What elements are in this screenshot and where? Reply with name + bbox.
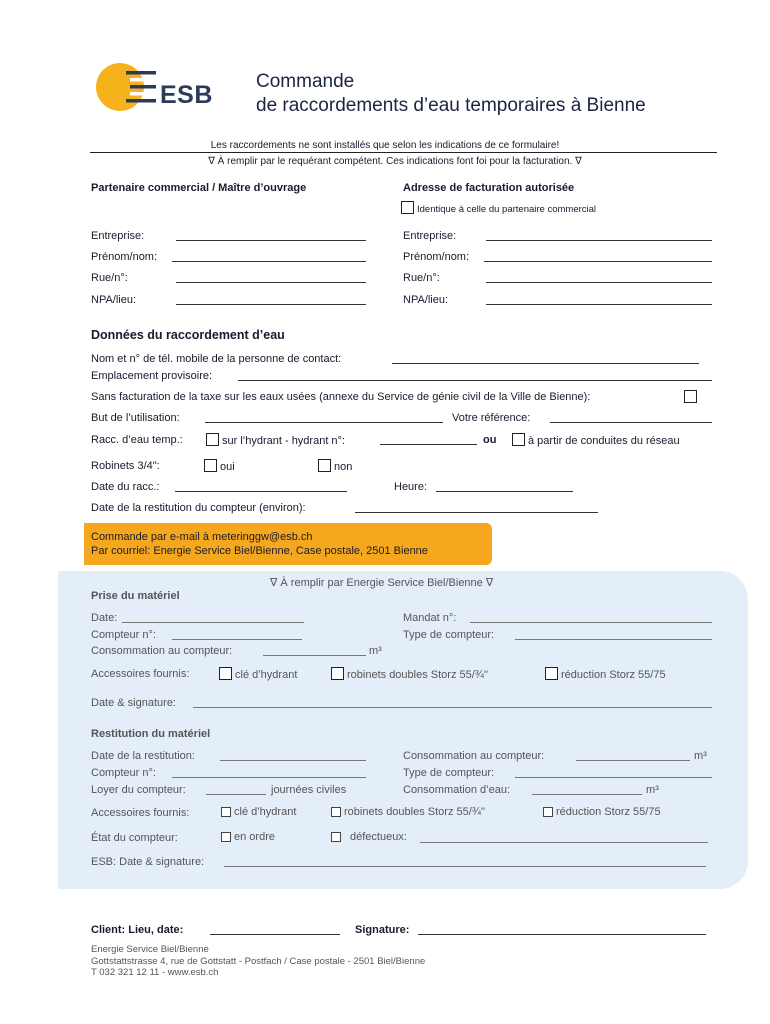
racc-label: Racc. d’eau temp.: xyxy=(91,434,183,446)
client-place-field[interactable] xyxy=(210,924,340,935)
return-sign-field[interactable] xyxy=(224,856,706,867)
return-consumption-label: Consommation au compteur: xyxy=(403,750,545,762)
taps-no-label: non xyxy=(334,461,353,473)
contact-field[interactable] xyxy=(392,353,699,364)
return-date-label: Date de la restitution: xyxy=(91,750,195,762)
partner-label-name: Prénom/nom: xyxy=(91,251,158,263)
pickup-acc-reduction-option[interactable] xyxy=(545,667,666,681)
pickup-sign-label: Date & signature: xyxy=(91,697,176,709)
return-accessories-label: Accessoires fournis: xyxy=(91,807,190,819)
return-water-label: Consommation d’eau: xyxy=(403,784,511,796)
pickup-consumption-label: Consommation au compteur: xyxy=(91,645,233,657)
return-type-label: Type de compteur: xyxy=(403,767,495,779)
return-acc-key-option[interactable] xyxy=(221,806,296,818)
billing-identical-checkbox[interactable] xyxy=(401,201,414,214)
pickup-meter-label: Compteur n°: xyxy=(91,629,156,641)
billing-name-field[interactable] xyxy=(484,251,712,262)
billing-label-name: Prénom/nom: xyxy=(403,251,470,263)
notice-line-2: ∇ À remplir par le requérant compétent. Ces indications font foi pour la facturation. ∇ xyxy=(208,156,582,167)
return-acc-storz-label: robinets doubles Storz 55/¾" xyxy=(344,806,485,818)
date-racc-field[interactable] xyxy=(175,481,347,492)
footer-company: Energie Service Biel/Bienne xyxy=(91,944,209,955)
pickup-heading: Prise du matériel xyxy=(91,590,180,602)
page-title xyxy=(256,70,646,118)
pickup-consumption-unit: m³ xyxy=(369,645,382,657)
no-tax-checkbox[interactable] xyxy=(684,390,697,403)
return-meter-field[interactable] xyxy=(172,767,366,778)
client-signature-field[interactable] xyxy=(418,924,706,935)
return-state-label: État du compteur: xyxy=(91,832,178,844)
taps-yes-checkbox[interactable] xyxy=(204,459,217,472)
taps-label: Robinets 3/4": xyxy=(91,460,160,472)
notice-line-1: Les raccordements ne sont installés que selon les indications de ce formulaire! xyxy=(210,140,560,151)
footer xyxy=(91,944,425,979)
client-place-label: Client: Lieu, date: xyxy=(91,924,184,936)
heure-field[interactable] xyxy=(436,481,573,492)
return-acc-key-checkbox[interactable] xyxy=(221,807,231,817)
return-ok-checkbox[interactable] xyxy=(221,832,231,842)
purpose-field[interactable] xyxy=(205,412,443,423)
taps-yes-option[interactable] xyxy=(204,459,235,473)
return-defect-option[interactable] xyxy=(331,831,407,843)
footer-address: Gottstattstrasse 4, rue de Gottstatt - Postfach / Case postale - 2501 Biel/Bienne xyxy=(91,955,426,967)
return-acc-reduction-label: réduction Storz 55/75 xyxy=(556,806,661,818)
taps-yes-label: oui xyxy=(220,461,235,473)
pickup-accessories-label: Accessoires fournis: xyxy=(91,668,190,680)
contact-label: Nom et n° de tél. mobile de la personne de contact: xyxy=(91,353,342,365)
pickup-acc-reduction-label: réduction Storz 55/75 xyxy=(561,669,666,681)
partner-label-city: NPA/lieu: xyxy=(91,294,137,306)
partner-city-field[interactable] xyxy=(176,294,366,305)
pickup-acc-storz-checkbox[interactable] xyxy=(331,667,344,680)
return-consumption-field[interactable] xyxy=(576,750,690,761)
return-date-field[interactable] xyxy=(220,750,366,761)
pickup-acc-key-checkbox[interactable] xyxy=(219,667,232,680)
return-ok-option[interactable] xyxy=(221,831,275,843)
reference-field[interactable] xyxy=(550,412,712,423)
pickup-mandat-field[interactable] xyxy=(470,612,712,623)
pickup-date-field[interactable] xyxy=(122,612,304,623)
client-signature-label: Signature: xyxy=(355,924,410,936)
order-email-line: Commande par e-mail à meteringgw@esb.ch xyxy=(91,531,313,543)
return-water-unit: m³ xyxy=(646,784,659,796)
billing-label-entreprise: Entreprise: xyxy=(403,230,457,242)
purpose-label: But de l’utilisation: xyxy=(91,412,180,424)
pickup-consumption-field[interactable] xyxy=(263,645,366,656)
return-rent-unit: journées civiles xyxy=(271,784,347,796)
pickup-meter-field[interactable] xyxy=(172,629,302,640)
pickup-sign-field[interactable] xyxy=(193,697,712,708)
location-label: Emplacement provisoire: xyxy=(91,370,213,382)
return-type-field[interactable] xyxy=(515,767,712,778)
notice-divider xyxy=(90,152,717,153)
return-ok-label: en ordre xyxy=(234,831,275,843)
billing-city-field[interactable] xyxy=(486,294,712,305)
billing-label-street: Rue/n°: xyxy=(403,272,440,284)
title-line-2: de raccordements d’eau temporaires à Bienne xyxy=(256,95,646,116)
no-tax-label: Sans facturation de la taxe sur les eaux usées (annexe du Service de génie civil de la Ville de Bienne): xyxy=(91,391,591,403)
order-mail-line: Par courriel: Energie Service Biel/Bienne, Case postale, 2501 Bienne xyxy=(91,545,428,557)
return-acc-storz-checkbox[interactable] xyxy=(331,807,341,817)
partner-street-field[interactable] xyxy=(176,272,366,283)
pickup-type-field[interactable] xyxy=(515,629,712,640)
date-racc-label: Date du racc.: xyxy=(91,481,160,493)
pickup-acc-storz-option[interactable] xyxy=(331,667,488,681)
return-defect-label: défectueux: xyxy=(350,831,407,843)
pickup-mandat-label: Mandat n°: xyxy=(403,612,457,624)
pickup-acc-reduction-checkbox[interactable] xyxy=(545,667,558,680)
network-option[interactable] xyxy=(512,433,680,447)
restitution-field[interactable] xyxy=(355,502,598,513)
pickup-acc-key-label: clé d’hydrant xyxy=(235,669,298,681)
return-rent-field[interactable] xyxy=(206,784,266,795)
return-acc-reduction-option[interactable] xyxy=(543,806,661,818)
water-heading: Données du raccordement d’eau xyxy=(91,328,285,342)
hydrant-checkbox[interactable] xyxy=(206,433,219,446)
pickup-acc-key-option[interactable] xyxy=(219,667,297,681)
location-field[interactable] xyxy=(238,370,712,381)
billing-heading: Adresse de facturation autorisée xyxy=(403,182,575,194)
billing-street-field[interactable] xyxy=(486,272,712,283)
pickup-type-label: Type de compteur: xyxy=(403,629,495,641)
logo xyxy=(96,62,226,112)
pickup-acc-storz-label: robinets doubles Storz 55/¾" xyxy=(347,669,488,681)
partner-label-entreprise: Entreprise: xyxy=(91,230,145,242)
return-defect-field[interactable] xyxy=(420,832,708,843)
billing-identical-label: Identique à celle du partenaire commercial xyxy=(417,204,597,215)
return-meter-label: Compteur n°: xyxy=(91,767,156,779)
return-consumption-unit: m³ xyxy=(694,750,707,762)
esb-logo-icon xyxy=(96,62,158,112)
taps-no-checkbox[interactable] xyxy=(318,459,331,472)
billing-label-city: NPA/lieu: xyxy=(403,294,449,306)
footer-contact: T 032 321 12 11 - www.esb.ch xyxy=(91,967,219,978)
hydrant-label: sur l’hydrant - hydrant n°: xyxy=(222,435,346,447)
return-acc-reduction-checkbox[interactable] xyxy=(543,807,553,817)
pickup-date-label: Date: xyxy=(91,612,118,624)
return-heading: Restitution du matériel xyxy=(91,728,211,740)
return-water-field[interactable] xyxy=(532,784,642,795)
return-acc-storz-option[interactable] xyxy=(331,806,485,818)
hydrant-option[interactable] xyxy=(206,433,345,447)
logo-text: ESB xyxy=(160,81,213,109)
partner-label-street: Rue/n°: xyxy=(91,272,128,284)
partner-name-field[interactable] xyxy=(172,251,366,262)
partner-heading: Partenaire commercial / Maître d’ouvrage xyxy=(91,182,307,194)
network-label: à partir de conduites du réseau xyxy=(528,435,680,447)
order-info-box xyxy=(84,523,492,565)
restitution-label: Date de la restitution du compteur (environ): xyxy=(91,502,306,514)
partner-entreprise-field[interactable] xyxy=(176,230,366,241)
or-label: ou xyxy=(483,434,497,446)
esb-section-header: ∇ À remplir par Energie Service Biel/Bienne ∇ xyxy=(270,577,494,589)
billing-identical-option[interactable] xyxy=(401,201,596,215)
hydrant-number-field[interactable] xyxy=(380,434,477,445)
reference-label: Votre référence: xyxy=(452,412,531,424)
return-rent-label: Loyer du compteur: xyxy=(91,784,186,796)
heure-label: Heure: xyxy=(394,481,428,493)
billing-entreprise-field[interactable] xyxy=(486,230,712,241)
return-defect-checkbox[interactable] xyxy=(331,832,341,842)
network-checkbox[interactable] xyxy=(512,433,525,446)
return-sign-label: ESB: Date & signature: xyxy=(91,856,205,868)
title-line-1: Commande xyxy=(256,71,355,92)
taps-no-option[interactable] xyxy=(318,459,352,473)
return-acc-key-label: clé d’hydrant xyxy=(234,806,297,818)
